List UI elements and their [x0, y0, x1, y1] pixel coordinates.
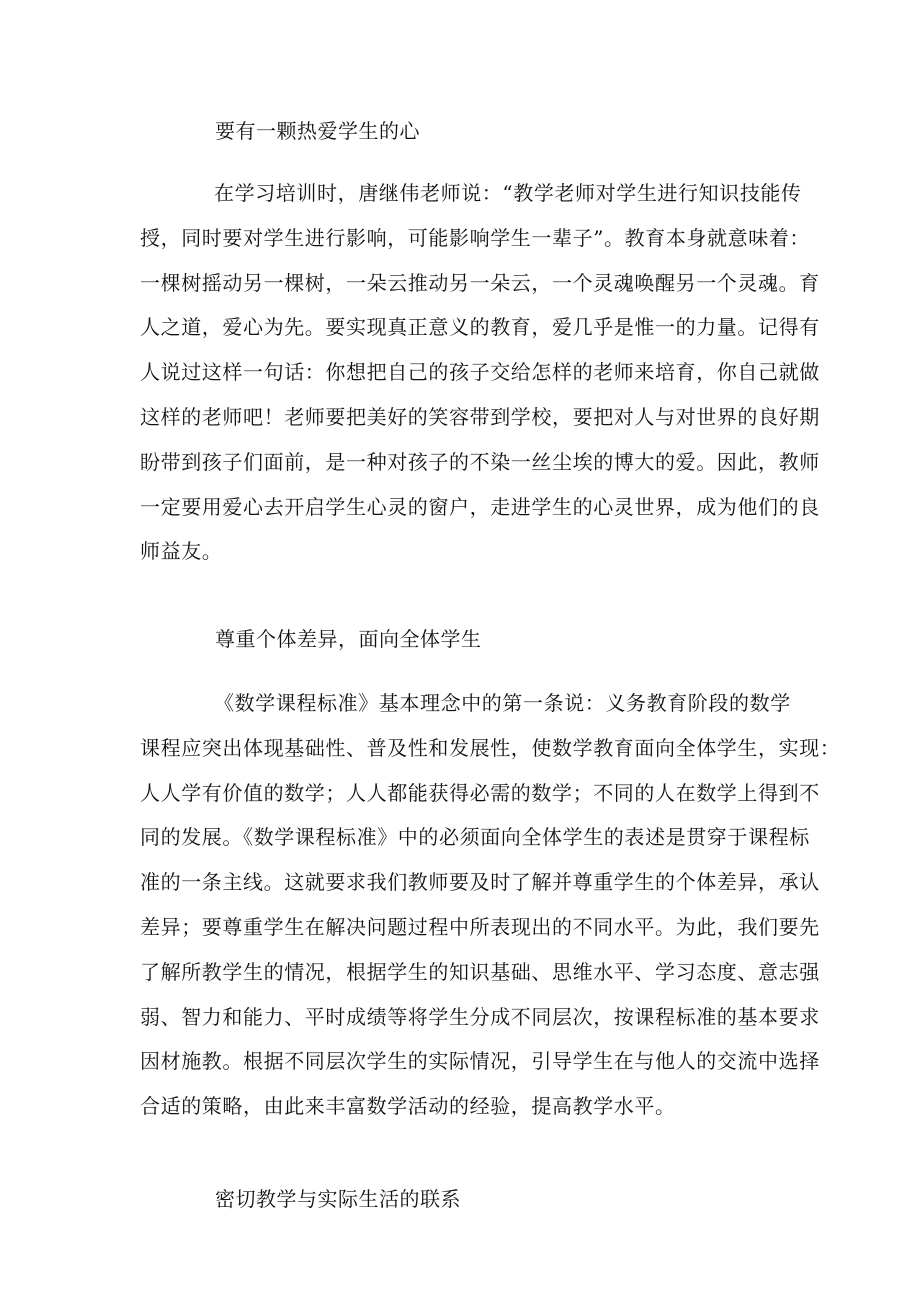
paragraph-line: 课程应突出体现基础性、普及性和发展性，使数学教育面向全体学生，实现：	[140, 735, 841, 760]
paragraph-line: 授，同时要对学生进行影响，可能影响学生一辈子”。教育本身就意味着：	[140, 225, 811, 250]
section-paragraph-love-students	[140, 171, 820, 574]
section-heading-real-life-connection: 密切教学与实际生活的联系	[215, 1187, 461, 1211]
paragraph-line: 差异；要尊重学生在解决问题过程中所表现出的不同水平。为此，我们要先	[140, 914, 820, 939]
paragraph-line: 了解所教学生的情况，根据学生的知识基础、思维水平、学习态度、意志强	[140, 959, 820, 984]
paragraph-line: 这样的老师吧！老师要把美好的笑容带到学校，要把对人与对世界的良好期	[140, 404, 820, 429]
section-heading-individual-differences: 尊重个体差异，面向全体学生	[215, 627, 482, 651]
paragraph-line: 人说过这样一句话：你想把自己的孩子交给怎样的老师来培育，你自己就做	[140, 360, 820, 385]
paragraph-line: 同的发展。《数学课程标准》中的必须面向全体学生的表述是贯穿于课程标	[140, 825, 810, 850]
paragraph-line: 人之道，爱心为先。要实现真正意义的教育，爱几乎是惟一的力量。记得有	[140, 315, 820, 340]
paragraph-line: 弱、智力和能力、平时成绩等将学生分成不同层次，按课程标准的基本要求	[140, 1004, 820, 1029]
paragraph-line: 准的一条主线。这就要求我们教师要及时了解并尊重学生的个体差异，承认	[140, 870, 820, 895]
paragraph-line: 合适的策略，由此来丰富数学活动的经验，提高教学水平。	[140, 1094, 676, 1119]
paragraph-line: 人人学有价值的数学；人人都能获得必需的数学；不同的人在数学上得到不	[140, 780, 820, 805]
paragraph-line: 《数学课程标准》基本理念中的第一条说：义务教育阶段的数学	[214, 691, 791, 715]
paragraph-line: 一定要用爱心去开启学生心灵的窗户，走进学生的心灵世界，成为他们的良	[140, 494, 820, 519]
section-heading-love-students: 要有一颗热爱学生的心	[215, 119, 420, 143]
section-paragraph-individual-differences	[140, 681, 841, 1129]
paragraph-line: 师益友。	[140, 539, 223, 564]
paragraph-line: 在学习培训时，唐继伟老师说：“教学老师对学生进行知识技能传	[214, 181, 802, 205]
paragraph-line: 盼带到孩子们面前，是一种对孩子的不染一丝尘埃的博大的爱。因此，教师	[140, 449, 820, 474]
paragraph-line: 一棵树摇动另一棵树，一朵云推动另一朵云，一个灵魂唤醒另一个灵魂。育	[140, 270, 820, 295]
paragraph-line: 因材施教。根据不同层次学生的实际情况，引导学生在与他人的交流中选择	[140, 1049, 820, 1074]
